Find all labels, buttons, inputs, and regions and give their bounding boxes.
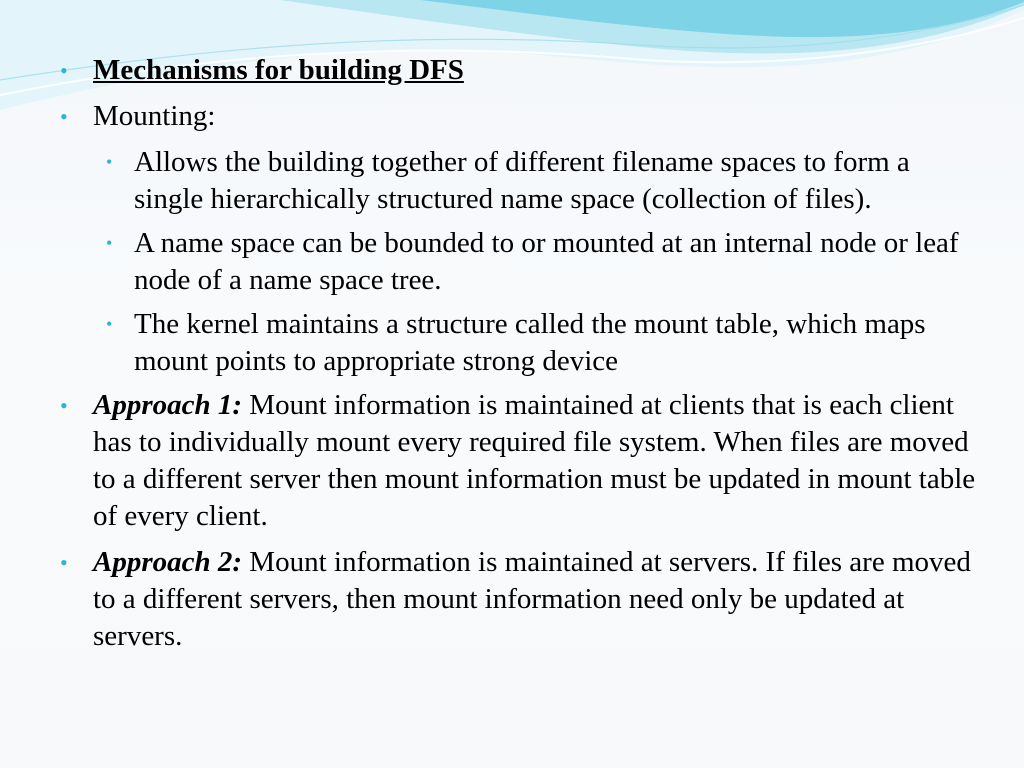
round-bullet-icon: • [60,104,68,129]
round-bullet-icon: • [106,152,113,172]
sub-bullet-kernel [60,306,980,380]
bullet-text: Mount information is maintained at servers. If files are moved to a different servers, then mount information need only be updated at servers. [93,546,971,652]
bullet-text: Allows the building together of different filename spaces to form a single hierarchically structured name space (collection of files). [134,146,910,215]
bullet-text: Mount information is maintained at clients that is each client has to individually mount every required file system. When files are moved to a different server then mount information must be updated in mount table of every client. [93,389,976,532]
slide-content [60,52,980,664]
bullet-text: Mounting: [93,100,216,132]
bullet-text: A name space can be bounded to or mounted at an internal node or leaf node of a name space tree. [134,227,959,296]
round-bullet-icon: • [106,233,113,253]
approach-label: Approach 1: [93,389,243,421]
round-bullet-icon: • [106,314,113,334]
round-bullet-icon: • [60,393,68,418]
bullet-text: The kernel maintains a structure called the mount table, which maps mount points to appropriate strong device [134,308,926,377]
bullet-approach-2 [60,544,980,655]
bullet-mounting [60,98,980,135]
slide-title: Mechanisms for building DFS [93,54,464,86]
bullet-approach-1 [60,387,980,535]
sub-bullet-name-space [60,225,980,299]
sub-bullet-allows [60,144,980,218]
approach-label: Approach 2: [93,546,243,578]
bullet-title [60,52,980,89]
round-bullet-icon: • [60,58,68,83]
round-bullet-icon: • [60,550,68,575]
